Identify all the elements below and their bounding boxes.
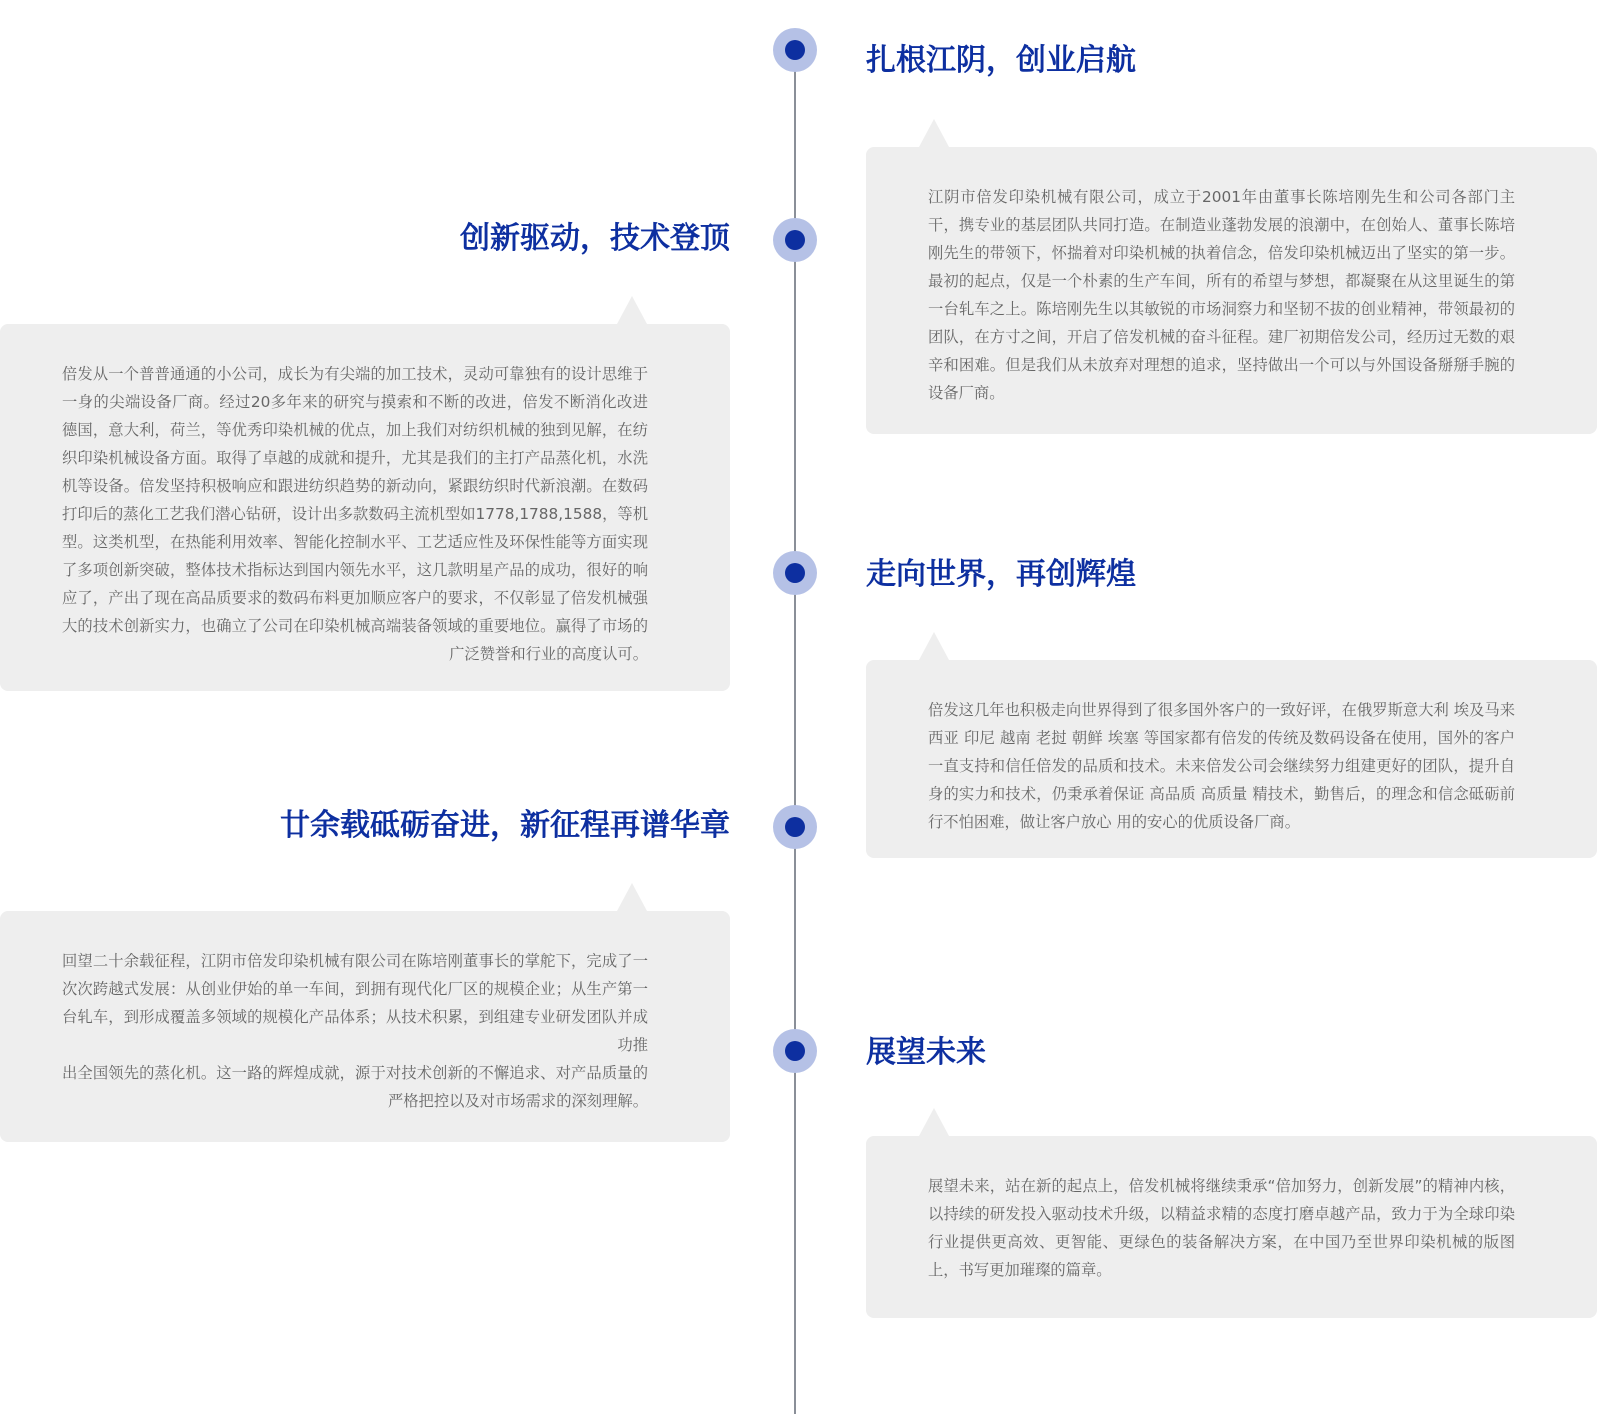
timeline-node-dot <box>785 817 805 837</box>
timeline-node-dot <box>785 40 805 60</box>
milestone-title: 创新驱动，技术登顶 <box>460 221 730 256</box>
milestone-title: 廿余载砥砺奋进，新征程再谱华章 <box>280 808 730 843</box>
timeline-node <box>773 805 817 849</box>
timeline-node <box>773 218 817 262</box>
timeline-node <box>773 551 817 595</box>
milestone-title: 展望未来 <box>866 1035 986 1070</box>
milestone-text: 出全国领先的蒸化机。这一路的辉煌成就，源于对技术创新的不懈追求、对产品质量的严格把控以及对市场需求的深刻理解。 <box>62 1064 648 1110</box>
milestone-card <box>0 911 730 1142</box>
timeline-node <box>773 28 817 72</box>
milestone-text: 倍发从一个普普通通的小公司，成长为有尖端的加工技术，灵动可靠独有的设计思维于一身的尖端设备厂商。经过20多年来的研究与摸索和不断的改进，倍发不断消化改进 德国，意大利，荷兰，等优秀印染机械的优点，加上我们对纺织机械的独到见解，在纺织印染机械设备方面。取得了卓越的成就和提升，尤其是我们的主打产品蒸化机，水洗机等设备。倍发坚持积极响应和跟进纺织趋势的新动向，紧跟纺织时代新浪潮。在数码打印后的蒸化工艺我们潜心钻研，设计出多款数码主流机型如1778,1788,1588，等机型。这类机型，在热能利用效率、智能化控制水平、工艺适应性及环保性能等方面实现了多项创新突破，整体技术指标达到国内领先水平，这几款明星产品的成功，很好的响应了，产出了现在高品质要求的数码布料更加顺应客户的要求，不仅彰显了倍发机械强大的技术创新实力，也确立了公司在印染机械高端装备领域的重要地位。赢得了市场的广泛赞誉和行业的高度认可。 <box>62 365 648 663</box>
milestone-card <box>866 1136 1597 1318</box>
milestone-card <box>866 660 1597 858</box>
milestone-text: 江阴市倍发印染机械有限公司，成立于2001年由董事长陈培刚先生和公司各部门主干，携专业的基层团队共同打造。在制造业蓬勃发展的浪潮中，在创始人、董事长陈培刚先生的带领下，怀揣着对印染机械的执着信念，倍发印染机械迈出了坚实的第一步。最初的起点，仅是一个朴素的生产车间，所有的希望与梦想，都凝聚在从这里诞生的第一台轧车之上。陈培刚先生以其敏锐的市场洞察力和坚韧不拔的创业精神，带领最初的团队，在方寸之间，开启了倍发机械的奋斗征程。建厂初期倍发公司，经历过无数的艰辛和困难。但是我们从未放弃对理想的追求，坚持做出一个可以与外国设备掰掰手腕的设备厂商。 <box>928 188 1515 402</box>
timeline-node <box>773 1029 817 1073</box>
milestone-card <box>866 147 1597 434</box>
milestone-title: 扎根江阴，创业启航 <box>866 43 1136 78</box>
milestone-text: 展望未来，站在新的起点上，倍发机械将继续秉承“倍加努力，创新发展”的精神内核，以持续的研发投入驱动技术升级，以精益求精的态度打磨卓越产品，致力于为全球印染行业提供更高效、更智能、更绿色的装备解决方案，在中国乃至世界印染机械的版图上，书写更加璀璨的篇章。 <box>928 1177 1515 1279</box>
milestone-text: 回望二十余载征程，江阴市倍发印染机械有限公司在陈培刚董事长的掌舵下，完成了一次次跨越式发展：从创业伊始的单一车间，到拥有现代化厂区的规模企业；从生产第一台轧车，到形成覆盖多领域的规模化产品体系；从技术积累，到组建专业研发团队并成功推 <box>62 952 648 1054</box>
milestone-text: 倍发这几年也积极走向世界得到了很多国外客户的一致好评，在俄罗斯意大利 埃及马来西亚 印尼 越南 老挝 朝鲜 埃塞 等国家都有倍发的传统及数码设备在使用，国外的客户一直支持和信任倍发的品质和技术。未来倍发公司会继续努力组建更好的团队，提升自身的实力和技术，仍秉承着保证 高品质 高质量 精技术，勤售后，的理念和信念砥砺前行不怕困难，做让客户放心 用的安心的优质设备厂商。 <box>928 701 1515 831</box>
timeline-node-dot <box>785 563 805 583</box>
milestone-card <box>0 324 730 691</box>
timeline-node-dot <box>785 230 805 250</box>
milestone-title: 走向世界，再创辉煌 <box>866 557 1136 592</box>
timeline-node-dot <box>785 1041 805 1061</box>
